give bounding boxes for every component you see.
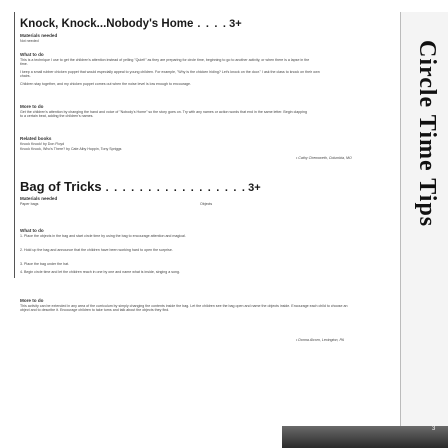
section1-related-book-1: Knock Knock! by Don Floyd (20, 142, 65, 146)
section2-credit: • Donna Alcorn, Lexington, PA (296, 338, 345, 342)
section1-materials-label: Materials needed (20, 33, 58, 38)
section1-age: 3+ (229, 18, 242, 30)
section1-what-text-3: Children stay together, and my chicken puppet comes out when the noise level is low enough to encourage. (20, 82, 192, 86)
section1-credit: • Cathy Chenoweth, Columbia, MO (296, 156, 352, 160)
section2-more-label: More to do (20, 298, 44, 303)
section2-more-text: This activity can be extended in any area of the curriculum by simply changing the contents inside the bag. Let the children see the bag open and name the objects inside. Encourage each child to choose an object and to describe it. Encourage children to take turns and talk about the objects they find. (20, 304, 348, 313)
section2-what-label: What to do (20, 228, 44, 233)
section1-related-label: Related books (20, 136, 52, 141)
section2-step-3: 3. Place the bag under the hat. (20, 262, 70, 266)
section1-what-text-1: This is a technique I use to get the children's attention instead of yelling "Quiet!" as they are preparing for circle time, beginning to go to another activity, or when there is a lapse in the time. (20, 58, 310, 67)
section1-more-text: Get the children's attention by changing the hand and voice of "Nobody's Home" so the story goes on. Try with any names or action words that end in the same letter. Begin clapping to a certain beat, adding the children's names. (20, 110, 307, 119)
section2-header (20, 179, 261, 194)
page-number: 3 (432, 426, 436, 432)
section1-what-text-2: I keep a small rubber chicken puppet that would especially appeal to young children. For example, "Why is the chicken hiding? Let's knock on the door." I ask the class to knock on their own chairs. (20, 70, 320, 79)
section1-more-label: More to do (20, 104, 44, 109)
section2-materials-label: Materials needed (20, 196, 58, 201)
section1-dots: . . . . (197, 18, 228, 30)
section2-materials-right: Objects (200, 202, 213, 206)
section1-title: Knock, Knock...Nobody's Home (20, 18, 194, 30)
section2-dots: . . . . . . . . . . . . . . . . . (105, 182, 247, 194)
section1-what-label: What to do (20, 52, 44, 57)
footer-bar (282, 426, 448, 448)
section2-age: 3+ (248, 182, 261, 194)
section1-related-book-2: Knock Knock, Who's There? by Cate Alby Hoppin, Tony Spriggs (20, 147, 122, 151)
section2-title: Bag of Tricks (20, 179, 102, 194)
section2-materials-left: Paper bags (20, 202, 39, 206)
section2-step-2: 2. Hold up the bag and announce that the children have been working hard to open the surprise. (20, 248, 173, 252)
side-strip-title: Circle Time Tips (414, 40, 440, 228)
section1-header (20, 18, 242, 30)
section1-materials-text: Not needed (20, 39, 39, 43)
section-border (14, 12, 15, 278)
section2-step-4: 4. Begin circle time and let the children reach in one by one and name what is inside, singing a song. (20, 270, 181, 274)
section2-step-1: 1. Place the objects in the bag and start circle time by using the bag to encourage attention and magical. (20, 234, 186, 238)
